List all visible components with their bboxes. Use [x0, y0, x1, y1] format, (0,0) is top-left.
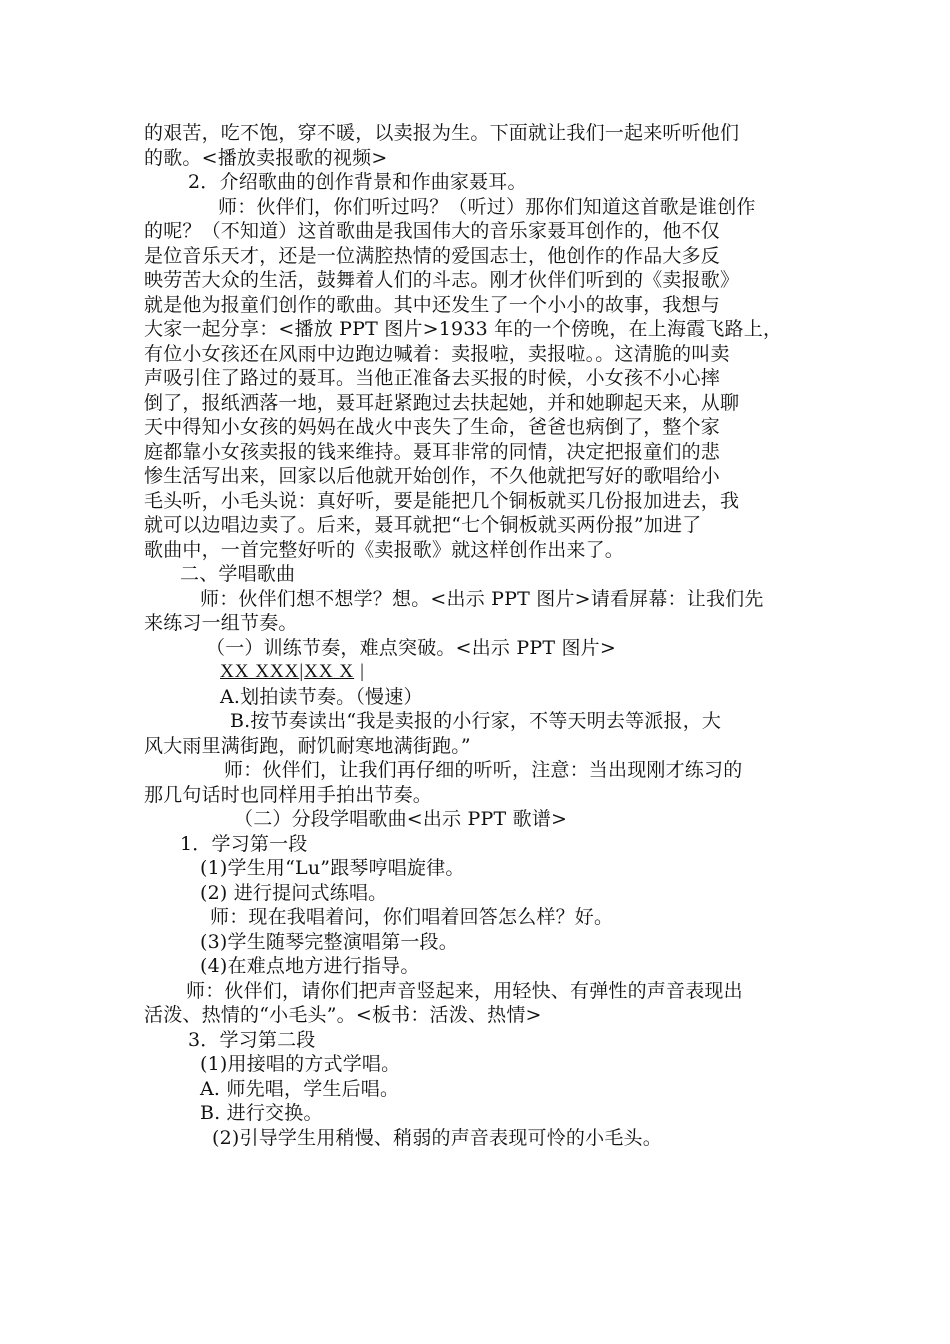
text-line: 师：伙伴们，让我们再仔细的听听，注意：当出现刚才练习的: [224, 759, 743, 781]
text-line: 的呢？（不知道）这首歌曲是我国伟大的音乐家聂耳创作的，他不仅: [144, 220, 721, 242]
rhythm-notation: [144, 660, 814, 685]
text-line: 歌曲中，一首完整好听的《卖报歌》就这样创作出来了。: [144, 538, 625, 561]
rhythm-barline-2: |: [360, 661, 365, 682]
text-line: 那几句话时也同样用手拍出节奏。: [144, 783, 433, 806]
text-line: 惨生活写出来，回家以后他就开始创作，不久他就把写好的歌唱给小: [144, 465, 721, 487]
text-line: 庭都靠小女孩卖报的钱来维持。聂耳非常的同情，决定把报童们的悲: [144, 440, 721, 463]
text-line: （一）训练节奏，难点突破。<出示 PPT 图片>: [206, 636, 616, 659]
text-line: （二）分段学唱歌曲<出示 PPT 歌谱>: [234, 808, 568, 830]
text-line: 的歌。<播放卖报歌的视频>: [144, 146, 388, 169]
text-line: B. 进行交换。: [200, 1102, 323, 1124]
text-line: 风大雨里满街跑，耐饥耐寒地满街跑。”: [144, 734, 471, 757]
text-line: (1)学生用“Lu”跟琴哼唱旋律。: [200, 857, 465, 879]
rhythm-barline-1: |: [299, 661, 305, 682]
text-line: (2)引导学生用稍慢、稍弱的声音表现可怜的小毛头。: [212, 1126, 662, 1149]
text-line: 师：伙伴们，你们听过吗？（听过）那你们知道这首歌是谁创作: [218, 195, 756, 218]
text-line: 3．学习第二段: [188, 1028, 316, 1051]
text-line: 是位音乐天才，还是一位满腔热情的爱国志士，他创作的作品大多反: [144, 244, 721, 267]
text-line: 大家一起分享：<播放 PPT 图片>1933 年的一个傍晚，在上海霞飞路上，: [144, 318, 783, 340]
text-line: 师：现在我唱着问，你们唱着回答怎么样？好。: [210, 906, 614, 928]
text-line: (1)用接唱的方式学唱。: [200, 1053, 401, 1075]
text-line: B.按节奏读出“我是卖报的小行家，不等天明去等派报，大: [230, 710, 722, 732]
text-line: 活泼、热情的“小毛头”。<板书：活泼、热情>: [144, 1004, 542, 1026]
text-line: 倒了，报纸洒落一地，聂耳赶紧跑过去扶起她，并和她聊起天来，从聊: [144, 391, 740, 414]
text-line: 二、学唱歌曲: [180, 563, 296, 585]
text-line: 毛头听，小毛头说：真好听，要是能把几个铜板就买几份报加进去，我: [144, 489, 740, 512]
text-line: 2．介绍歌曲的创作背景和作曲家聂耳。: [188, 171, 527, 193]
text-line: 1．学习第一段: [180, 832, 308, 855]
text-line: 的艰苦，吃不饱，穿不暖，以卖报为生。下面就让我们一起来听听他们: [144, 122, 740, 144]
text-line: A. 师先唱，学生后唱。: [200, 1077, 400, 1100]
text-line: (3)学生随琴完整演唱第一段。: [200, 930, 458, 953]
text-line: 师：伙伴们，请你们把声音竖起来，用轻快、有弹性的声音表现出: [186, 979, 743, 1002]
rhythm-part-2: XX X: [304, 661, 355, 682]
text-line: 来练习一组节奏。: [144, 612, 298, 634]
text-line: 天中得知小女孩的妈妈在战火中丧失了生命，爸爸也病倒了，整个家: [144, 416, 721, 438]
text-line: 师：伙伴们想不想学？想。<出示 PPT 图片>请看屏幕：让我们先: [200, 587, 764, 610]
text-line: A.划拍读节奏。（慢速）: [220, 685, 423, 708]
text-line: (2) 进行提问式练唱。: [200, 881, 388, 904]
text-line: 声吸引住了路过的聂耳。当他正准备去买报的时候，小女孩不小心摔: [144, 367, 721, 389]
text-line: (4)在难点地方进行指导。: [200, 955, 420, 977]
document-page: [144, 121, 814, 1150]
text-line: 映劳苦大众的生活，鼓舞着人们的斗志。刚才伙伴们听到的《卖报歌》: [144, 269, 740, 291]
text-line: 有位小女孩还在风雨中边跑边喊着：卖报啦，卖报啦。。这清脆的叫卖: [144, 342, 730, 365]
text-line: 就是他为报童们创作的歌曲。其中还发生了一个小小的故事，我想与: [144, 293, 721, 316]
text-line: 就可以边唱边卖了。后来，聂耳就把“七个铜板就买两份报”加进了: [144, 514, 702, 536]
rhythm-part-1: XX XXX: [220, 661, 300, 682]
